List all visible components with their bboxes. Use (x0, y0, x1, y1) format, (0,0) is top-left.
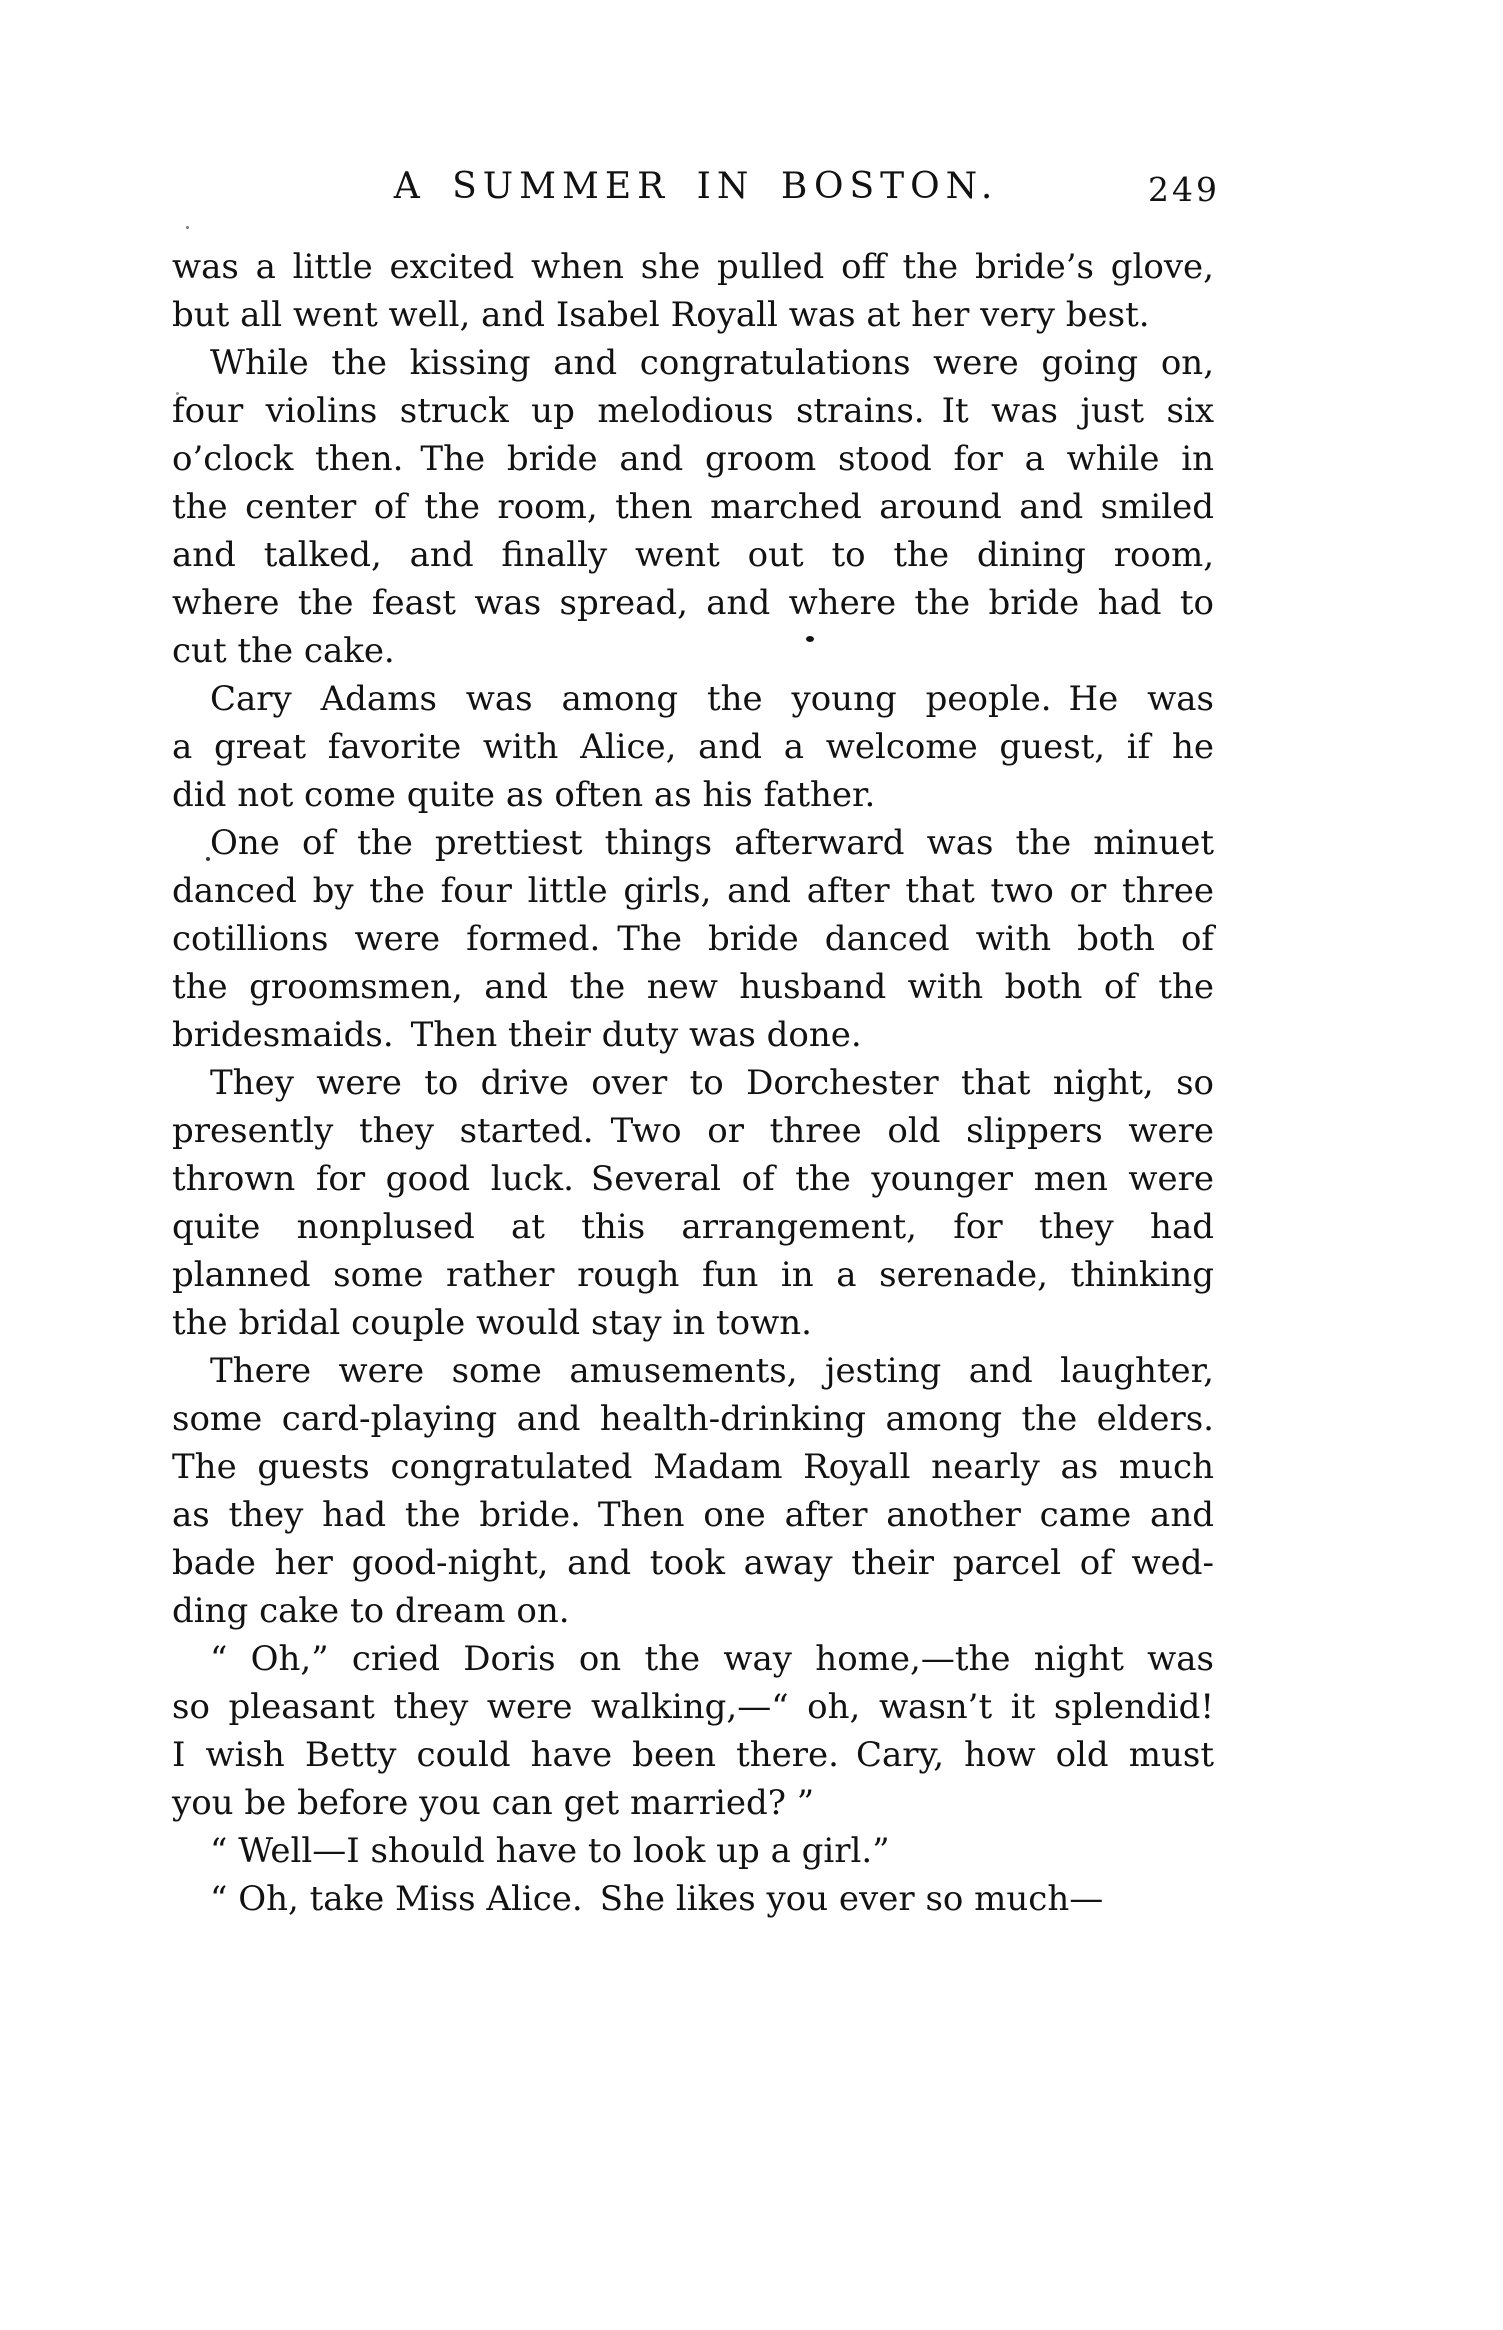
page-body (172, 243, 1214, 1923)
text-line: was a little excited when she pulled off the bride’s glove, (172, 247, 1214, 287)
text-line: “ Oh,” cried Doris on the way home,—the night was (210, 1639, 1214, 1679)
text-line: quite nonplused at this arrangement, for they had (172, 1207, 1214, 1247)
text-line: and talked, and finally went out to the dining room, (172, 535, 1214, 575)
text-line: danced by the four little girls, and after that two or three (172, 871, 1214, 911)
text-line: the center of the room, then marched around and smiled (172, 487, 1214, 527)
text-line: “ Oh, take Miss Alice. She likes you ever so much— (210, 1879, 1104, 1919)
text-line: the groomsmen, and the new husband with both of the (172, 967, 1214, 1007)
text-line: a great favorite with Alice, and a welcome guest, if he (172, 727, 1214, 767)
text-line: four violins struck up melodious strains. It was just six (172, 391, 1214, 431)
text-line: the bridal couple would stay in town. (172, 1303, 812, 1343)
text-line: but all went well, and Isabel Royall was at her very best. (172, 295, 1150, 335)
text-line: thrown for good luck. Several of the younger men were (172, 1159, 1214, 1199)
text-line: some card-playing and health-drinking among the elders. (172, 1399, 1214, 1439)
text-line: I wish Betty could have been there. Cary, how old must (172, 1735, 1214, 1775)
text-line: you be before you can get married? ” (172, 1783, 815, 1823)
scan-speck (206, 857, 210, 861)
text-line: They were to drive over to Dorchester that night, so (210, 1063, 1214, 1103)
text-line: One of the prettiest things afterward was the minuet (210, 823, 1214, 863)
page-header (172, 166, 1220, 210)
text-line: cut the cake. (172, 631, 395, 671)
text-line: as they had the bride. Then one after another came and (172, 1495, 1214, 1535)
text-line: Cary Adams was among the young people. He was (210, 679, 1214, 719)
text-line: presently they started. Two or three old slippers were (172, 1111, 1214, 1151)
page-lines (172, 243, 1214, 1923)
text-line: The guests congratulated Madam Royall nearly as much (172, 1447, 1214, 1487)
text-line: ding cake to dream on. (172, 1591, 570, 1631)
text-line: While the kissing and congratulations were going on, (210, 343, 1214, 383)
text-line: “ Well—I should have to look up a girl.” (210, 1831, 890, 1871)
scan-speck (186, 226, 189, 229)
text-line: planned some rather rough fun in a serenade, thinking (172, 1255, 1214, 1295)
scan-speck (806, 636, 814, 642)
text-line: so pleasant they were walking,—“ oh, wasn’t it splendid! (172, 1687, 1214, 1727)
text-line: did not come quite as often as his father. (172, 775, 876, 815)
text-line: o’clock then. The bride and groom stood for a while in (172, 439, 1214, 479)
page-number: 249 (1148, 170, 1220, 209)
text-line: bade her good-night, and took away their parcel of wed- (172, 1543, 1214, 1583)
text-line: where the feast was spread, and where the bride had to (172, 583, 1214, 623)
text-line: cotillions were formed. The bride danced with both of (172, 919, 1214, 959)
text-line: There were some amusements, jesting and laughter, (210, 1351, 1214, 1391)
scan-speck (176, 392, 179, 395)
running-title: A SUMMER IN BOSTON. (393, 166, 999, 207)
text-line: bridesmaids. Then their duty was done. (172, 1015, 862, 1055)
